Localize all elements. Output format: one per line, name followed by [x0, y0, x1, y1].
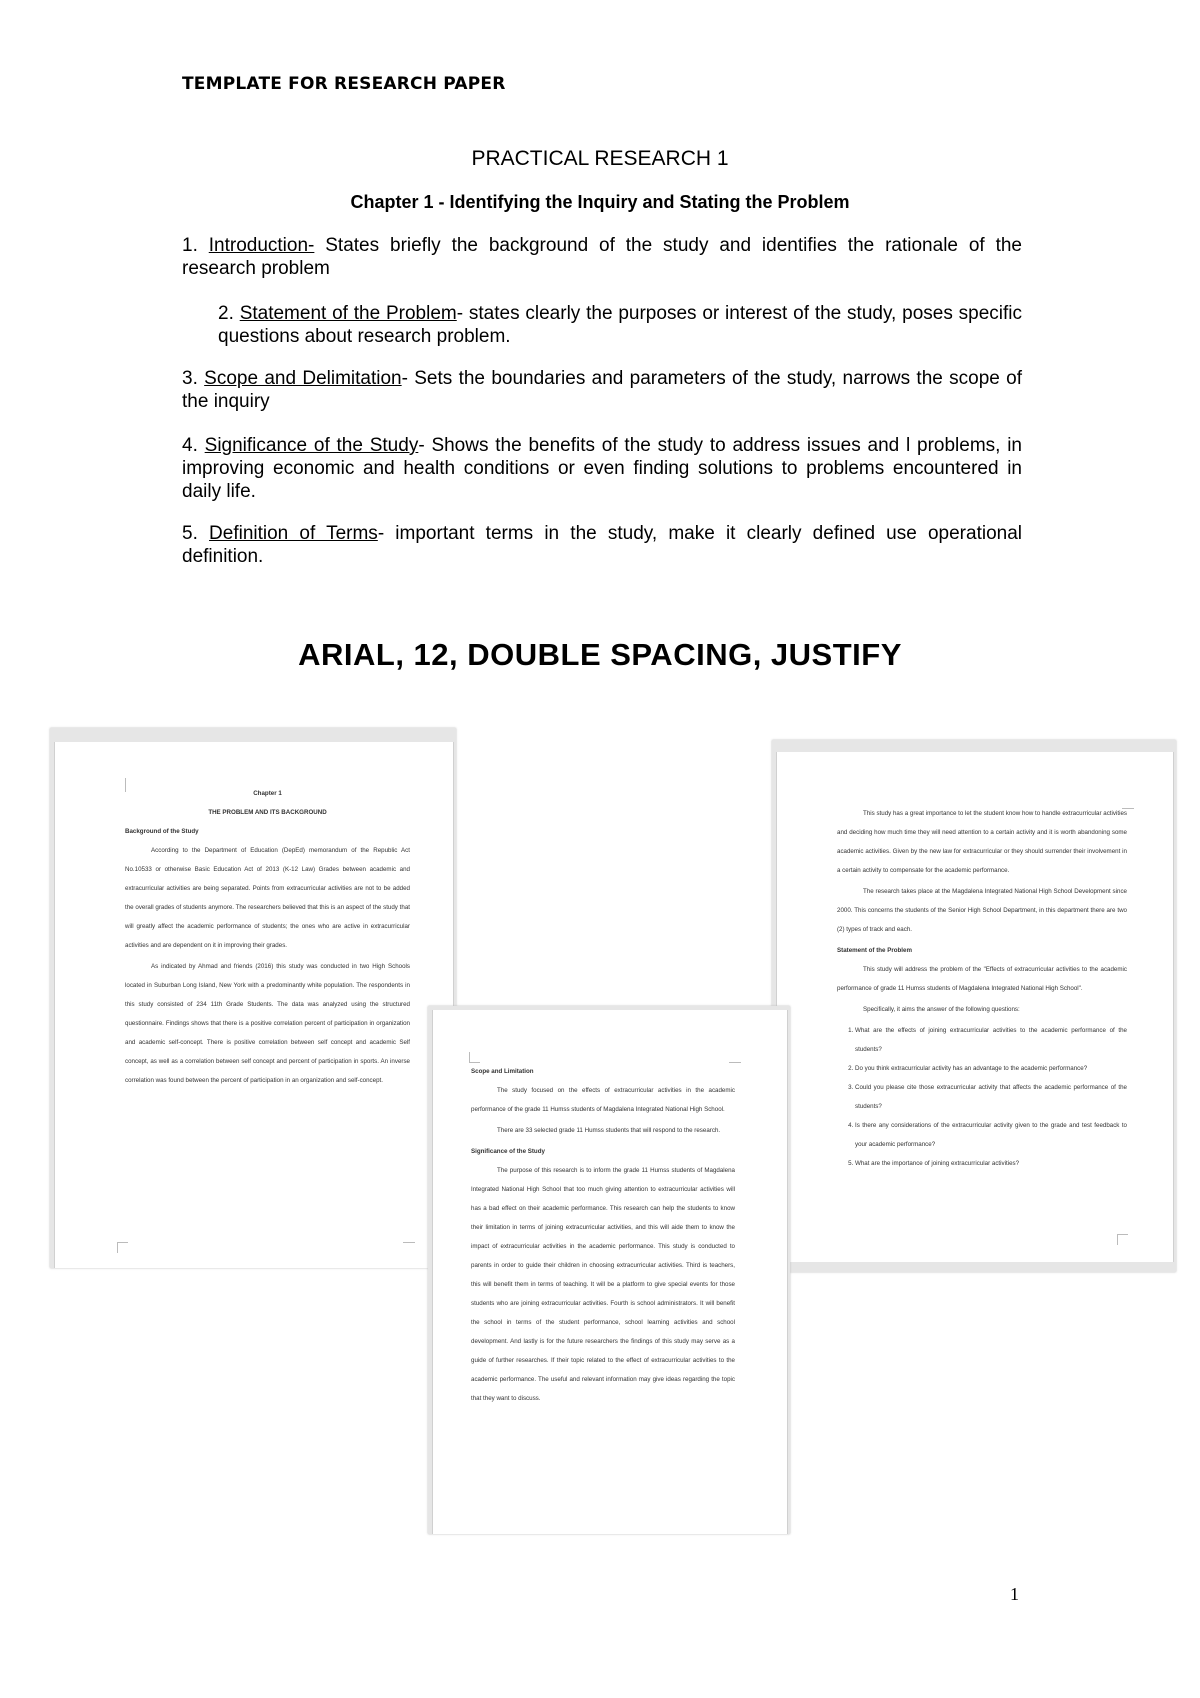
item-description: - important terms in the study, make it clearly defined use operational definition. — [182, 523, 1022, 567]
item-number: 3. — [182, 368, 198, 389]
item-term: Scope and Delimitation — [204, 368, 402, 389]
sample-page-right — [772, 740, 1176, 1272]
list-item-definition — [182, 522, 1022, 568]
item-description: - Shows the benefits of the study to address issues and l problems, in improving economic and health conditions or even finding solutions to problems encountered in daily life. — [182, 435, 1022, 502]
page-title: PRACTICAL RESEARCH 1 — [471, 147, 729, 170]
list-item: 2. Do you think extracurricular activity has an advantage to the academic performance? — [855, 1059, 1127, 1078]
format-note: ARIAL, 12, DOUBLE SPACING, JUSTIFY — [298, 637, 902, 672]
sample-paragraph: This study has a great importance to let the student know how to handle extracurricular activities and deciding how much time they will need attention to a certain activity and it is worth abandoning some academic activities. Given by the new law for extracurricular or they should surrender their involvement in a certain activity to compensate for the academic performance. — [837, 810, 1127, 874]
list-item: 4. Is there any considerations of the extracurricular activity given to the grade and test feedback to your academic performance? — [855, 1116, 1127, 1154]
sample-paragraph: Specifically, it aims the answer of the following questions: — [863, 1006, 1020, 1013]
sample-middle-content — [471, 1062, 735, 1410]
sample-paragraph: The research takes place at the Magdalena Integrated National High School Development since 2000. This concerns the students of the Senior High School Department, in this department there are two (2) types of track and each. — [837, 888, 1127, 933]
item-term: Statement of the Problem — [239, 303, 457, 324]
list-item: 5. What are the importance of joining extracurricular activities? — [855, 1154, 1127, 1173]
list-item: 1. What are the effects of joining extracurricular activities to the academic performance of the students? — [855, 1021, 1127, 1059]
sample-paragraph: The purpose of this research is to inform the grade 11 Humss students of Magdalena Integrated National High School that too much giving attention to extracurricular activities will has a bad effect on their academic performance. This research can help the students to know their limitation in terms of joining extracurricular activities, and this will aide them to know the impact of extracurricular activities in the academic performance. This study is conducted to parents in order to guide their children in choosing extracurricular activities. Third is teachers, this will benefit them in terms of teaching. It will be a platform to give special events for those students who are joining extracurricular activities. Fourth is school administrators. It will benefit the school in terms of the student performance, school learning activities and school development. And lastly is for the future researchers the findings of this study may serve as a guide of further researches. If their topic related to the effect of extracurricular activities to the academic performance. The useful and relevant information may give ideas regarding the topic that they want to discuss. — [471, 1167, 735, 1402]
sample-heading: THE PROBLEM AND ITS BACKGROUND — [208, 809, 327, 816]
sample-left-content — [125, 784, 410, 1092]
item-description: - Sets the boundaries and parameters of the study, narrows the scope of the inquiry — [182, 368, 1022, 412]
item-term: Significance of the Study — [204, 435, 419, 456]
item-number: 5. — [182, 523, 198, 544]
item-number: 2. — [218, 303, 234, 324]
sample-section-title: Background of the Study — [125, 828, 199, 835]
document-header: TEMPLATE FOR RESEARCH PAPER — [182, 74, 506, 94]
page-number: 1 — [1010, 1584, 1019, 1604]
chapter-heading: Chapter 1 - Identifying the Inquiry and Stating the Problem — [350, 192, 850, 212]
item-number: 4. — [182, 435, 198, 456]
sample-paragraph: This study will address the problem of the "Effects of extracurricular activities to the academic performance of grade 11 Humss students of Magdalena Integrated National High School". — [837, 966, 1127, 992]
list-item-statement-of-problem — [218, 302, 1022, 348]
sample-page-left — [50, 728, 456, 1268]
list-item-significance — [182, 434, 1022, 503]
item-number: 1. — [182, 235, 198, 256]
sample-paragraph: There are 33 selected grade 11 Humss students that will respond to the research. — [497, 1127, 721, 1134]
item-term: Definition of Terms — [209, 523, 378, 544]
sample-paragraph: According to the Department of Education (DepEd) memorandum of the Republic Act No.10533 or otherwise Basic Education Act of 2013 (K-12 Law) Grades between academic and extracurricular activities are being separated. Points from extracurricular activities are not to be added the overall grades of students anymore. The researchers believed that this is an aspect of the study that will greatly affect the academic performance of students; the ones who are active in extracurricular activities and are dependent on it in improving their grades. — [125, 847, 410, 949]
list-item: 3. Could you please cite those extracurricular activity that affects the academic performance of the students? — [855, 1078, 1127, 1116]
sample-section-title: Statement of the Problem — [837, 947, 912, 954]
item-description: - states clearly the purposes or interest of the study, poses specific questions about research problem. — [218, 303, 1023, 347]
sample-section-title: Significance of the Study — [471, 1148, 545, 1155]
sample-paragraph: As indicated by Ahmad and friends (2016) this study was conducted in two High Schools located in Suburban Long Island, New York with a predominantly white population. The respondents in this study consisted of 234 11th Grade Students. The data was analyzed using the structured questionnaire. Findings shows that there is a positive correlation percent of participation in organization and academic self-concept. There is positive correlation between self concept and academic Self concept, as well as a correlation between self concept and percent of participation in sports. An inverse correlation was found between the percent of participation in an organization and self-concept. — [125, 963, 410, 1084]
list-item-introduction — [182, 234, 1022, 280]
item-description: States briefly the background of the study and identifies the rationale of the research problem — [182, 235, 1023, 279]
sample-heading: Chapter 1 — [253, 790, 282, 797]
list-item-scope — [182, 367, 1022, 413]
item-term: Introduction- — [208, 235, 315, 256]
sample-paragraph: The study focused on the effects of extracurricular activities in the academic performance of the grade 11 Humss students of Magdalena Integrated National High School. — [471, 1087, 735, 1113]
sample-page-middle — [428, 1006, 790, 1534]
sample-section-title: Scope and Limitation — [471, 1068, 534, 1075]
sample-right-content — [837, 804, 1127, 1173]
sample-question-list — [837, 1021, 1127, 1173]
